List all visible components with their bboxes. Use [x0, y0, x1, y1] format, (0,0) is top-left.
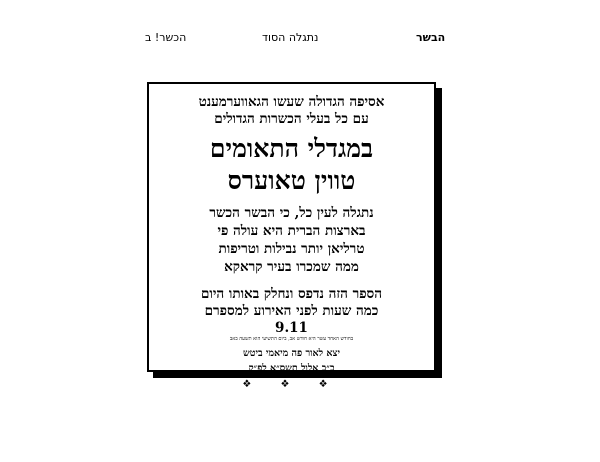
- notice-line-8: ממה שמכרו בעיר קראקא: [224, 259, 359, 275]
- notice-content: [149, 84, 434, 390]
- page-header: [0, 31, 600, 51]
- notice-line-1: אסיפה הגדולה שעשו הגאווערמענט: [198, 94, 385, 110]
- notice-hebrew-date: כ״ב אלול תשס״א לפ״ק: [248, 363, 335, 374]
- ornament-diamonds-icon: ❖ ❖ ❖: [242, 379, 341, 390]
- frame-shadow-right: [436, 88, 442, 378]
- notice-headline-1: במגדלי התאומים: [209, 134, 374, 163]
- notice-line-9: הספר הזה נדפס ונחלק באותו היום: [201, 286, 382, 302]
- header-left-text: הכשר! ב: [145, 31, 187, 44]
- notice-date-number: 9.11: [275, 320, 308, 336]
- notice-line-2: עם כל בעלי הכשרות הגדולים: [214, 111, 369, 127]
- notice-line-7: טרליאן יותר נבילות וטריפות: [218, 241, 365, 257]
- header-middle-text: נתגלה הסוד: [262, 31, 319, 44]
- notice-headline-2: טווין טאוערס: [227, 166, 356, 195]
- notice-line-5: נתגלה לעין כל, כי הבשר הכשר: [209, 205, 374, 221]
- header-right-text: הבשר: [416, 31, 446, 44]
- notice-line-6: בארצות הברית היא עולה פי: [217, 223, 366, 239]
- notice-line-10: כמה שעות לפני האירוע למספרם: [204, 303, 379, 319]
- notice-fine-print: בחודש האחד עשר היא חודש אב, ביום התשיעי הוא תשעה באב: [229, 336, 354, 342]
- notice-publisher-line: יצא לאור פה מיאמי ביטש: [243, 348, 340, 359]
- notice-frame: [147, 82, 436, 390]
